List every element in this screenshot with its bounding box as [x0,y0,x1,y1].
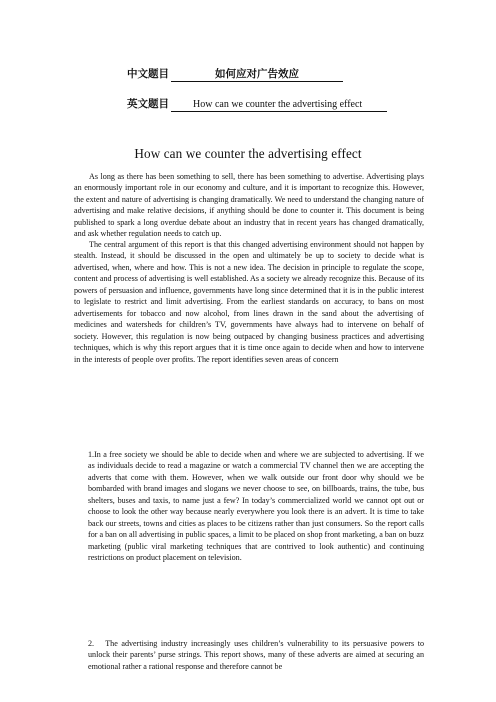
paragraph-intro: As long as there has been something to sell, there has been something to advertise. Advertising plays an enormously important role in our economy and culture, and it is important to recognize this. However, the extent and nature of advertising is changing dramatically. We need to understand the changing nature of advertising and make relative decisions, if anything should be done to counter it. This document is being published to spark a long overdue debate about an industry that in recent years has changed dramatically, and ask whether regulation needs to catch up. [74,172,424,239]
list-item: 1.In a free society we should be able to decide when and where we are subjected to advertising. If we as individuals decide to read a magazine or watch a commercial TV channel then we are accepting the adverts that come with them. However, when we walk outside our front door why should we be bombarded with brand images and slogans we never choose to see, on billboards, trains, the tube, bus shelters, buses and taxis, to name just a few? In today’s commercialized world we cannot opt out or choose to look the other way because nearly everywhere you look there is an advert. It is time to take back our streets, towns and cities as places to be citizens rather than just consumers. So the report calls for a ban on all advertising in public spaces, a limit to be placed on shop front marketing, a ban on buzz marketing (public viral marketing techniques that are contrived to look authentic) and continuing restrictions on product placement on television. [88,450,424,563]
chinese-title-line [127,66,343,82]
article-title: How can we counter the advertising effect [134,146,362,161]
chinese-title-label: 中文题目 [127,69,169,80]
paragraph-central-argument: The central argument of this report is that this changed advertising environment should not happen by stealth. Instead, it should be discussed in the open and ultimately be up to society to decide what is advertised, when, where and how. This is not a new idea. The decision in principle to regulate the scope, content and process of advertising is well established. As a society we already recognize this. Because of its powers of persuasion and influence, governments have long since determined that it is in the public interest to legislate to restrict and limit advertising. From the earliest standards on accuracy, to bans on most advertisements for tobacco and now alcohol, from lines drawn in the sand about the advertising of medicines and watersheds for children’s TV, governments have always had to intervene on behalf of society. However, this regulation is now being outpaced by changing business practices and advertising techniques, which is why this report argues that it is time once again to decide when and how to intervene in the interests of people over profits. The report identifies seven areas of concern [74,240,424,364]
chinese-title-value: 如何应对广告效应 [171,69,343,82]
list-item: 2. The advertising industry increasingly uses children’s vulnerability to its persuasive powers to unlock their parents’ purse strings. This report shows, many of these adverts are aimed at securing an emotional rather a rational response and therefore cannot be [88,639,424,671]
english-title-label: 英文题目 [127,99,169,110]
english-title-line [127,96,387,112]
english-title-value: How can we counter the advertising effect [171,99,387,112]
